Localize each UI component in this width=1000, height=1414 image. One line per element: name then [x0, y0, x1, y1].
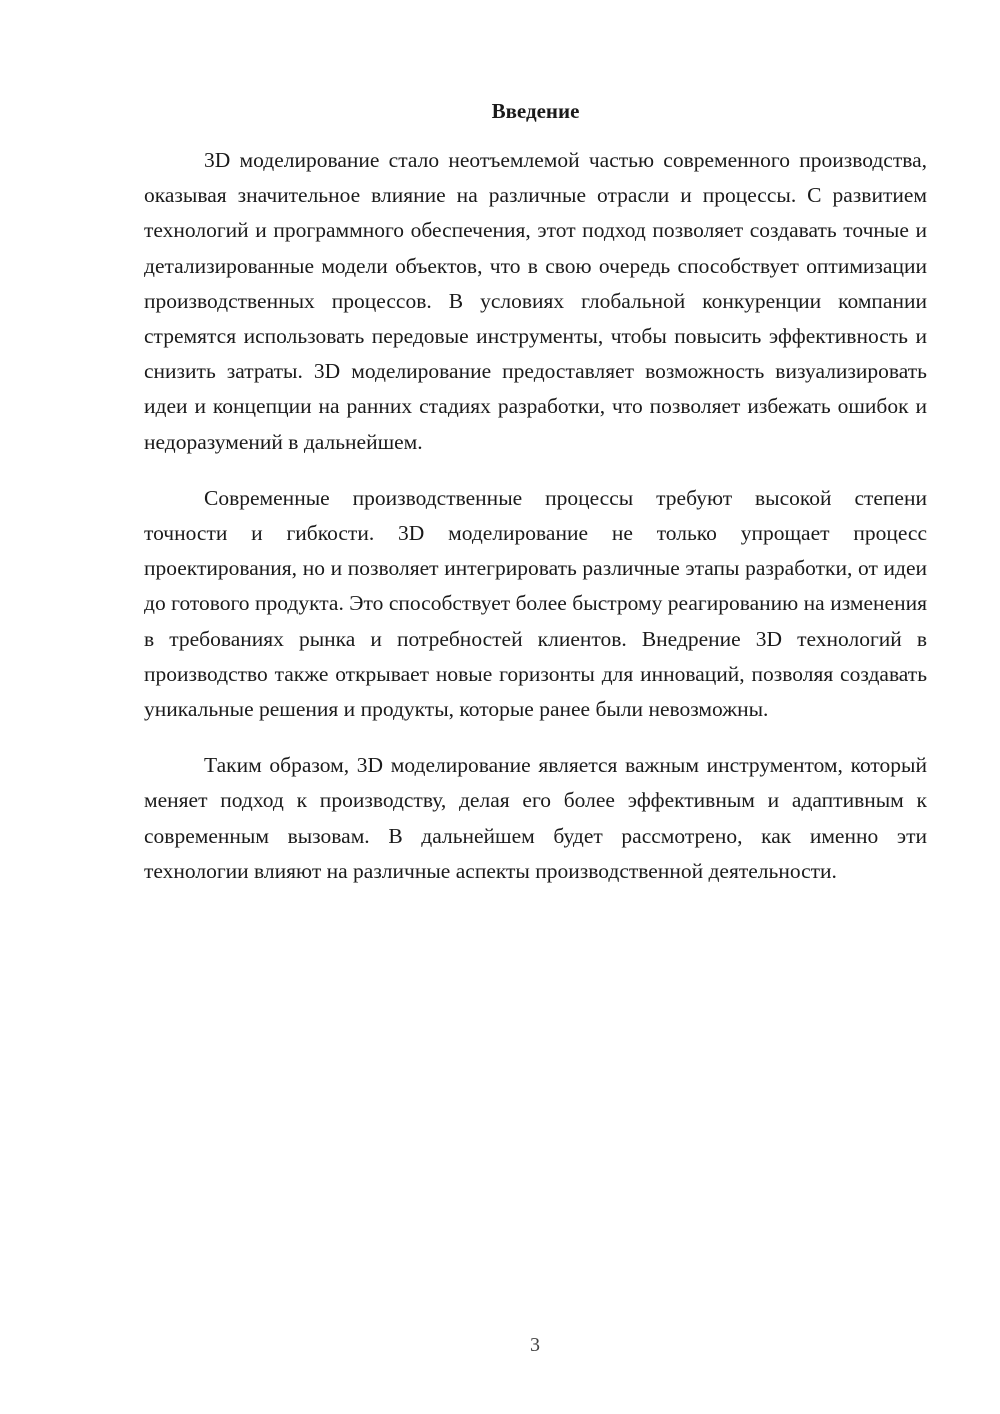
- paragraph-3: Таким образом, 3D моделирование является важным инструментом, который меняет подход к производству, делая его более эффективным и адаптивным к современным вызовам. В дальнейшем будет рассмотрено, как именно эти технологии влияют на различные аспекты производственной деятельности.: [144, 753, 927, 883]
- body-text: [144, 143, 927, 889]
- section-title: Введение: [491, 99, 580, 123]
- paragraph-2: Современные производственные процессы требуют высокой степени точности и гибкости. 3D моделирование не только упрощает процесс проектирования, но и позволяет интегрировать различные этапы разработки, от идеи до готового продукта. Это способствует более быстрому реагированию на изменения в требованиях рынка и потребностей клиентов. Внедрение 3D технологий в производство также открывает новые горизонты для инноваций, позволяя создавать уникальные решения и продукты, которые ранее были невозможны.: [144, 485, 927, 722]
- paragraph-1: 3D моделирование стало неотъемлемой частью современного производства, оказывая значительное влияние на различные отрасли и процессы. С развитием технологий и программного обеспечения, этот подход позволяет создавать точные и детализированные модели объектов, что в свою очередь способствует оптимизации производственных процессов. В условиях глобальной конкуренции компании стремятся использовать передовые инструменты, чтобы повысить эффективность и снизить затраты. 3D моделирование предоставляет возможность визуализировать идеи и концепции на ранних стадиях разработки, что позволяет избежать ошибок и недоразумений в дальнейшем.: [144, 148, 927, 454]
- page-number: 3: [530, 1334, 540, 1356]
